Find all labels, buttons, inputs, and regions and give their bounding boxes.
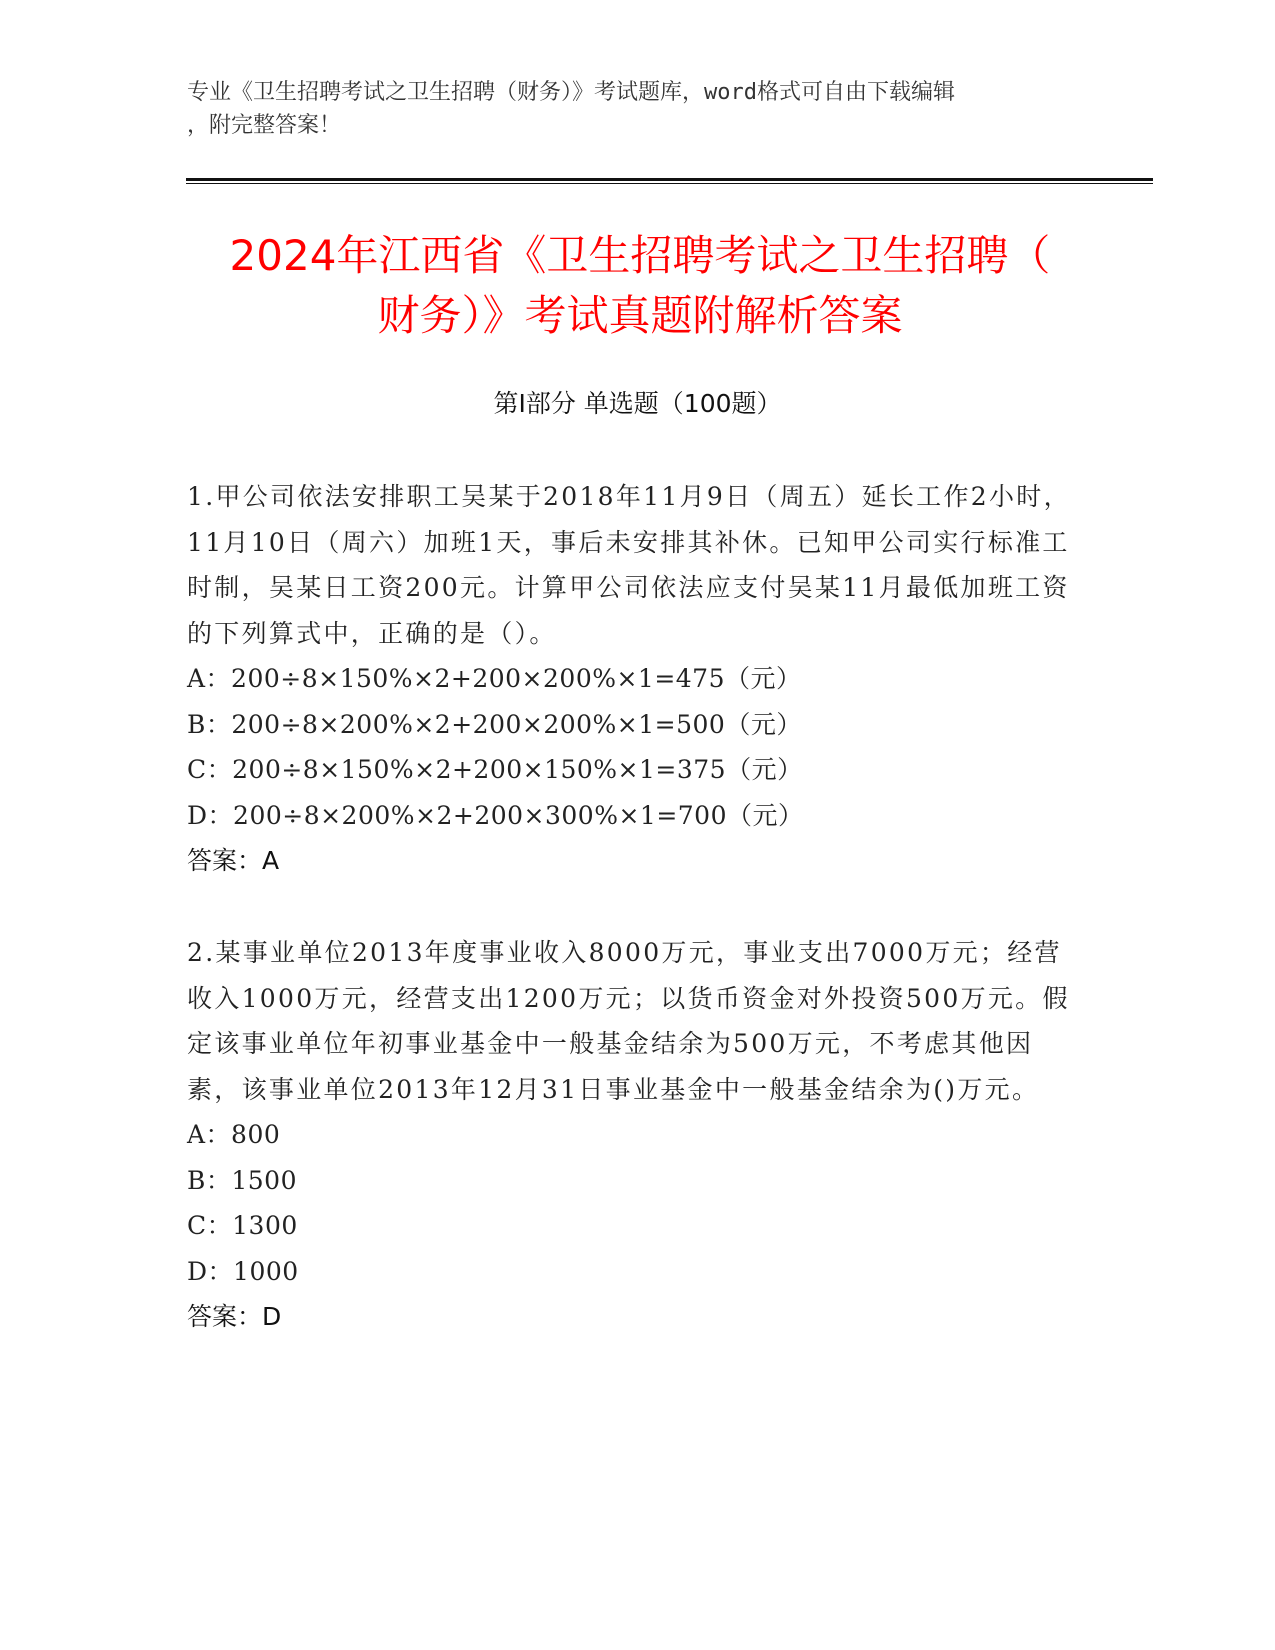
document-title-line-1: 2024年江西省《卫生招聘考试之卫生招聘（ <box>229 231 1051 280</box>
option-c: C：200÷8×150%×2+200×150%×1=375（元） <box>187 755 803 784</box>
option-b: B：1500 <box>187 1165 297 1195</box>
question-2 <box>187 930 1087 1340</box>
answer: 答案：D <box>187 1302 282 1331</box>
option-b: B：200÷8×200%×2+200×200%×1=500（元） <box>187 709 802 739</box>
option-a: A：800 <box>187 1120 281 1149</box>
option-a: A：200÷8×150%×2+200×200%×1=475（元） <box>187 664 802 693</box>
answer: 答案：A <box>187 846 280 875</box>
question-stem: 2.某事业单位2013年度事业收入8000万元，事业支出7000万元；经营收入1000万元，经营支出1200万元；以货币资金对外投资500万元。假定该事业单位年初事业基金中一般基金结余为500万元，不考虑其他因素，该事业单位2013年12月31日事业基金中一般基金结余为()万元。 <box>187 938 1070 1104</box>
document-title <box>160 226 1120 346</box>
document-title-line-2: 财务）》考试真题附解析答案 <box>377 291 903 340</box>
header-note <box>187 76 1067 142</box>
option-d: D：1000 <box>187 1256 299 1286</box>
section-heading: 第Ⅰ部分 单选题（100题） <box>493 389 782 418</box>
question-1 <box>187 474 1087 884</box>
header-divider-thick <box>186 178 1153 181</box>
question-stem: 1.甲公司依法安排职工吴某于2018年11月9日（周五）延长工作2小时，11月10日（周六）加班1天，事后未安排其补休。已知甲公司实行标准工时制，吴某日工资200元。计算甲公司依法应支付吴某11月最低加班工资的下列算式中，正确的是（）。 <box>187 482 1071 648</box>
header-note-line-1: 专业《卫生招聘考试之卫生招聘（财务）》考试题库，word格式可自由下载编辑 <box>187 80 955 105</box>
header-divider-thin <box>186 183 1153 184</box>
option-c: C：1300 <box>187 1211 298 1240</box>
option-d: D：200÷8×200%×2+200×300%×1=700（元） <box>187 800 804 830</box>
header-note-line-2: ，附完整答案！ <box>187 113 342 138</box>
